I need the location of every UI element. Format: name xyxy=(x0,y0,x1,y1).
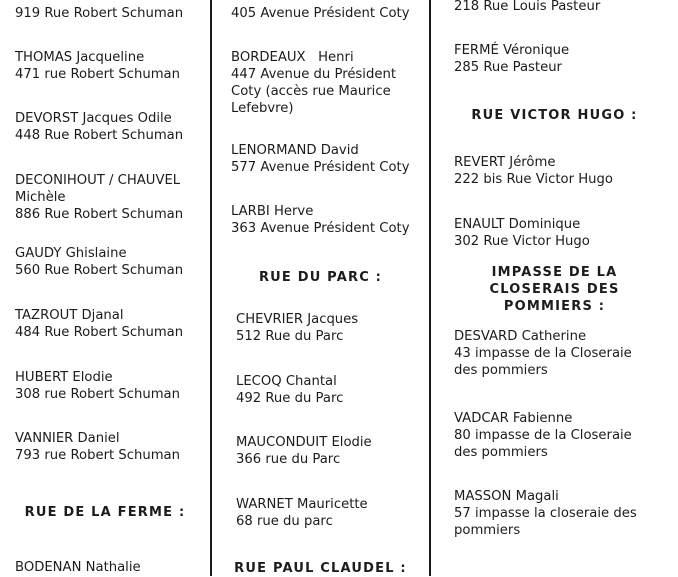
entry-gaudy xyxy=(15,245,183,279)
entry-address-line2: Coty (accès rue Maurice xyxy=(231,84,391,99)
heading-impasse-closerais xyxy=(431,264,678,315)
entry-address: 218 Rue Louis Pasteur xyxy=(454,0,601,14)
entry-address-line2: des pommiers xyxy=(454,363,548,378)
entry-ferme xyxy=(454,42,569,76)
entry-address: 448 Rue Robert Schuman xyxy=(15,128,184,143)
entry-name: GAUDY Ghislaine xyxy=(15,246,127,261)
heading-rue-du-parc: RUE DU PARC : xyxy=(258,270,383,285)
heading-rue-de-la-ferme: RUE DE LA FERME : xyxy=(24,505,186,520)
entry-address-line2: pommiers xyxy=(454,523,521,538)
entry-address: 919 Rue Robert Schuman xyxy=(15,6,184,21)
partial-entry-col2 xyxy=(231,5,410,22)
entry-thomas xyxy=(15,49,180,83)
entry-address: 405 Avenue Président Coty xyxy=(231,6,410,21)
entry-address-line2: des pommiers xyxy=(454,445,548,460)
entry-name: DEVORST Jacques Odile xyxy=(15,111,172,126)
entry-address: 560 Rue Robert Schuman xyxy=(15,263,184,278)
partial-entry-col1 xyxy=(15,5,183,22)
entry-name: FERMÉ Véronique xyxy=(454,43,570,58)
entry-address: 363 Avenue Président Coty xyxy=(231,221,410,236)
entry-name: HUBERT Elodie xyxy=(15,370,113,385)
entry-name: WARNET Mauricette xyxy=(236,497,368,512)
entry-address: 285 Rue Pasteur xyxy=(454,60,562,75)
entry-devorst xyxy=(15,110,183,144)
entry-address: 793 rue Robert Schuman xyxy=(15,448,180,463)
entry-address-line3: Lefebvre) xyxy=(231,101,294,116)
entry-address: 577 Avenue Président Coty xyxy=(231,160,410,175)
entry-address: 447 Avenue du Président xyxy=(231,67,396,82)
entry-vannier xyxy=(15,430,180,464)
entry-address: 80 impasse de la Closeraie xyxy=(454,428,632,443)
entry-address: 308 rue Robert Schuman xyxy=(15,387,180,402)
entry-name: BORDEAUX Henri xyxy=(231,50,354,65)
entry-address: 492 Rue du Parc xyxy=(236,391,344,406)
heading-rue-victor-hugo: RUE VICTOR HUGO : xyxy=(471,108,638,123)
heading-line: POMMIERS : xyxy=(503,299,606,314)
entry-address: 484 Rue Robert Schuman xyxy=(15,325,184,340)
entry-address: 886 Rue Robert Schuman xyxy=(15,207,184,222)
entry-masson xyxy=(454,488,637,539)
entry-chevrier xyxy=(236,311,358,345)
entry-address: 68 rue du parc xyxy=(236,514,333,529)
entry-address: 43 impasse de la Closeraie xyxy=(454,346,632,361)
entry-warnet xyxy=(236,496,368,530)
entry-name: REVERT Jérôme xyxy=(454,155,556,170)
entry-vadcar xyxy=(454,410,632,461)
entry-revert xyxy=(454,154,613,188)
entry-lenormand xyxy=(231,142,410,176)
entry-bordeaux xyxy=(231,49,396,117)
entry-bodenan xyxy=(15,559,141,576)
entry-name: DECONIHOUT / CHAUVEL xyxy=(15,173,181,188)
entry-desvard xyxy=(454,328,632,379)
entry-larbi xyxy=(231,203,410,237)
entry-name: LECOQ Chantal xyxy=(236,374,337,389)
entry-name: TAZROUT Djanal xyxy=(15,308,124,323)
heading-line: IMPASSE DE LA xyxy=(491,265,618,280)
entry-name: MASSON Magali xyxy=(454,489,559,504)
entry-address: 471 rue Robert Schuman xyxy=(15,67,180,82)
entry-address: 512 Rue du Parc xyxy=(236,329,344,344)
entry-name: BODENAN Nathalie xyxy=(15,560,141,575)
entry-name: CHEVRIER Jacques xyxy=(236,312,359,327)
entry-address: 302 Rue Victor Hugo xyxy=(454,234,590,249)
entry-deconihout xyxy=(15,172,183,223)
entry-name-continued: Michèle xyxy=(15,190,66,205)
entry-name: VANNIER Daniel xyxy=(15,431,120,446)
heading-line: CLOSERAIS DES xyxy=(489,282,620,297)
entry-name: LENORMAND David xyxy=(231,143,359,158)
entry-hubert xyxy=(15,369,180,403)
entry-name: LARBI Herve xyxy=(231,204,314,219)
entry-name: MAUCONDUIT Elodie xyxy=(236,435,372,450)
entry-name: ENAULT Dominique xyxy=(454,217,581,232)
entry-tazrout xyxy=(15,307,183,341)
entry-address: 222 bis Rue Victor Hugo xyxy=(454,172,613,187)
entry-address: 57 impasse la closeraie des xyxy=(454,506,637,521)
entry-lecoq xyxy=(236,373,343,407)
column-divider-left xyxy=(210,0,212,576)
heading-rue-paul-claudel: RUE PAUL CLAUDEL : xyxy=(234,561,407,576)
entry-name: THOMAS Jacqueline xyxy=(15,50,145,65)
entry-name: VADCAR Fabienne xyxy=(454,411,573,426)
entry-name: DESVARD Catherine xyxy=(454,329,587,344)
partial-entry-col3 xyxy=(454,0,600,15)
entry-mauconduit xyxy=(236,434,372,468)
entry-enault xyxy=(454,216,590,250)
entry-address: 366 rue du Parc xyxy=(236,452,341,467)
